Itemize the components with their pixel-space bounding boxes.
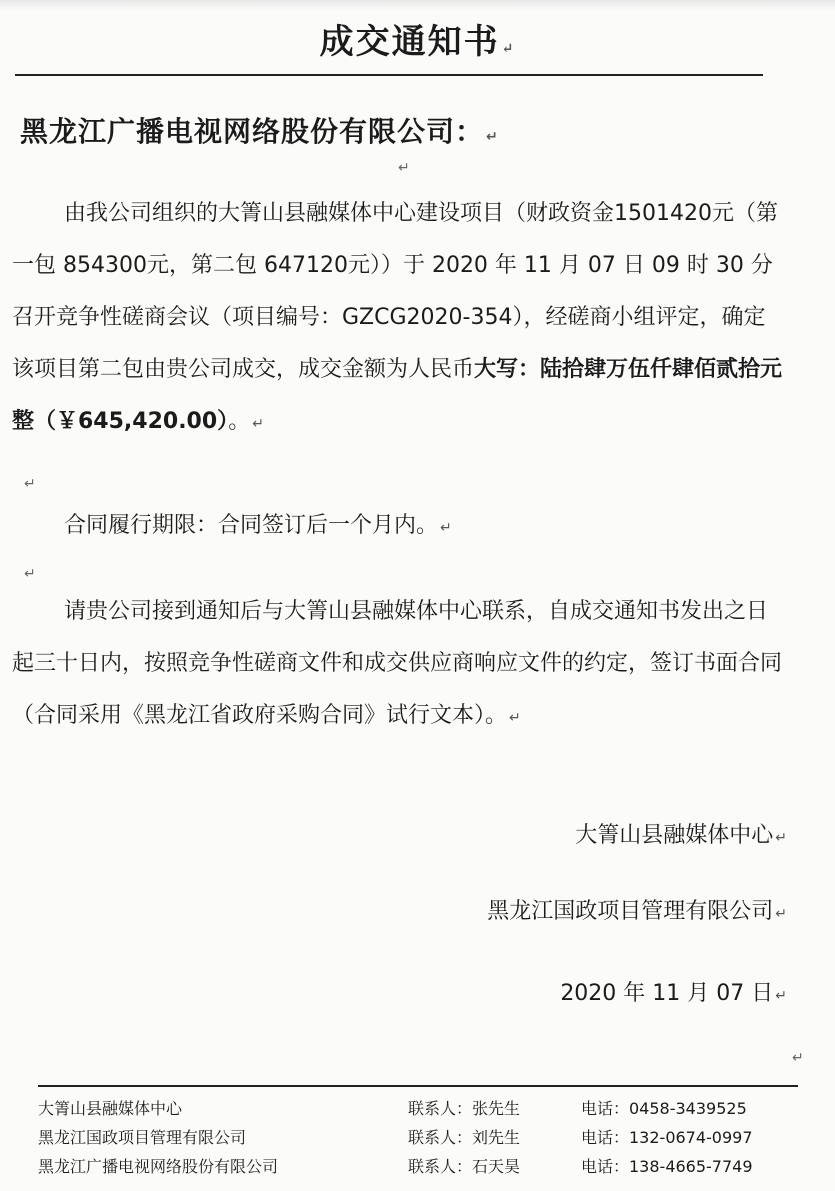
paragraph-mark-icon: ↵: [775, 988, 787, 1004]
paragraph-mark-icon: ↵: [252, 416, 264, 432]
signatory-media-center: 大箐山县融媒体中心 ↵: [575, 823, 787, 848]
document-title: 成交通知书 ↵: [319, 22, 516, 62]
contact-row: [38, 1096, 808, 1125]
contact-org: 黑龙江国政项目管理有限公司: [38, 1128, 247, 1147]
paragraph-mark-icon: ↵: [24, 476, 36, 492]
footer-divider: [38, 1085, 798, 1087]
paragraph-mark-icon: ↵: [486, 129, 499, 145]
contact-person: 联系人：张先生: [408, 1099, 521, 1118]
paragraph-mark-icon: ↵: [24, 566, 36, 582]
contact-person: 联系人：石天昊: [408, 1157, 521, 1176]
body-paragraph-award: 由我公司组织的大箐山县融媒体中心建设项目（财政资金1501420元（第一包 854300元，第二包 647120元））于 2020 年 11 月 07 日 09 时 30 分召开竞争性磋商会议（项目编号：GZCG2020-354），经磋商小组评定，确定该项目第二包由贵公司成交，成交金额为人民币大写：陆拾肆万伍仟肆佰贰拾元整（￥645,420.00）。 ↵: [12, 201, 783, 434]
award-amount: 大写：陆拾肆万伍仟肆佰贰拾元整（￥645,420.00）: [12, 357, 783, 434]
paragraph-mark-icon: ↵: [509, 710, 521, 726]
contact-phone: 电话：132-0674-0997: [581, 1128, 753, 1147]
contact-org: 黑龙江广播电视网络股份有限公司: [38, 1157, 279, 1176]
contact-footer: [38, 1096, 808, 1183]
body-paragraph-contract: 请贵公司接到通知后与大箐山县融媒体中心联系，自成交通知书发出之日起三十日内，按照竞争性磋商文件和成交供应商响应文件的约定，签订书面合同（合同采用《黑龙江省政府采购合同》试行文本）。 ↵: [12, 599, 783, 728]
paragraph-mark-icon: ↵: [398, 160, 410, 176]
signatory-agency: 黑龙江国政项目管理有限公司 ↵: [487, 899, 787, 924]
paragraph-mark-icon: ↵: [440, 520, 452, 536]
contact-row: [38, 1125, 808, 1154]
paragraph-mark-icon: ↵: [775, 830, 787, 846]
body-paragraph-term: 合同履行期限：合同签订后一个月内。 ↵: [64, 513, 452, 538]
contact-phone: 电话：138-4665-7749: [581, 1157, 753, 1176]
scan-shadow: [0, 0, 835, 10]
title-underline: [15, 74, 763, 76]
addressee: 黑龙江广播电视网络股份有限公司： ↵: [20, 115, 499, 148]
paragraph-mark-icon: ↵: [501, 41, 516, 57]
contact-row: [38, 1154, 808, 1183]
contact-phone: 电话：0458-3439525: [581, 1099, 747, 1118]
contact-person: 联系人：刘先生: [408, 1128, 521, 1147]
paragraph-mark-icon: ↵: [775, 906, 787, 922]
paragraph-mark-icon: ↵: [792, 1050, 804, 1066]
signing-date: 2020 年 11 月 07 日 ↵: [560, 981, 787, 1006]
contact-org: 大箐山县融媒体中心: [38, 1099, 183, 1118]
